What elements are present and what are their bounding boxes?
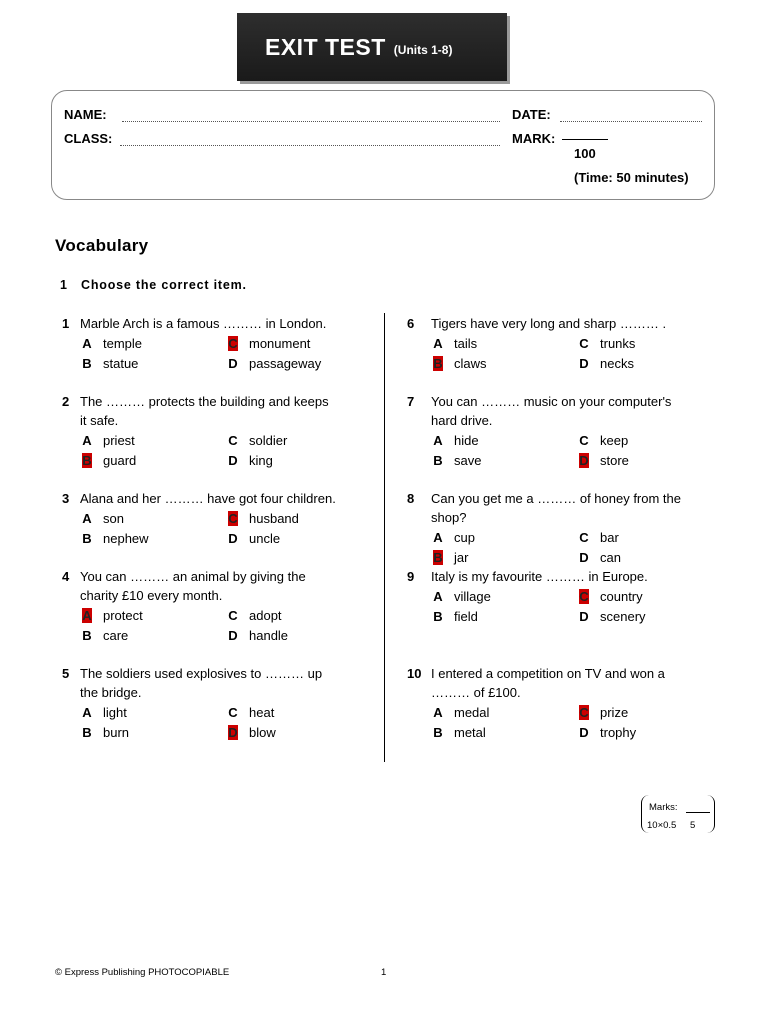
question-number: 6: [407, 316, 415, 331]
selected-option-letter: D: [579, 453, 589, 468]
question-text: Alana and her ……… have got four children.: [80, 491, 336, 506]
option-text: care: [103, 628, 129, 643]
option-text: heat: [249, 705, 275, 720]
option-letter: A: [433, 336, 443, 351]
marks-label: Marks:: [649, 802, 678, 813]
question-text: The ……… protects the building and keeps: [80, 394, 329, 409]
selected-option-letter: B: [433, 550, 443, 565]
question-text: charity £10 every month.: [80, 588, 223, 603]
question-text: the bridge.: [80, 685, 142, 700]
question-text: You can ……… music on your computer's: [431, 394, 672, 409]
option-letter: C: [228, 608, 238, 623]
option-text: scenery: [600, 609, 646, 624]
question-text: Tigers have very long and sharp ……… .: [431, 316, 667, 331]
option-text: handle: [249, 628, 289, 643]
option-text: country: [600, 589, 643, 604]
option-letter: C: [579, 530, 589, 545]
option-letter: B: [433, 453, 443, 468]
name-label: NAME:: [64, 107, 107, 122]
option-letter: D: [228, 531, 238, 546]
question-number: 7: [407, 394, 415, 409]
footer-page-number: 1: [381, 967, 387, 978]
mark-total: 100: [574, 146, 596, 161]
option-text: village: [454, 589, 491, 604]
option-letter: B: [82, 725, 92, 740]
option-text: keep: [600, 433, 629, 448]
option-letter: B: [82, 356, 92, 371]
option-text: blow: [249, 725, 276, 740]
test-title-banner: [237, 13, 507, 81]
option-letter: B: [433, 725, 443, 740]
question-number: 10: [407, 666, 422, 681]
option-letter: A: [433, 589, 443, 604]
option-letter: D: [579, 725, 589, 740]
selected-option-letter: C: [228, 511, 238, 526]
marks-total: 5: [690, 820, 696, 831]
question-number: 1: [62, 316, 70, 331]
option-letter: B: [433, 609, 443, 624]
question-number: 3: [62, 491, 70, 506]
question-text: ……… of £100.: [431, 685, 521, 700]
option-text: bar: [600, 530, 619, 545]
question-text: Italy is my favourite ……… in Europe.: [431, 569, 648, 584]
option-text: husband: [249, 511, 299, 526]
question-text: You can ……… an animal by giving the: [80, 569, 306, 584]
date-field[interactable]: [560, 121, 702, 122]
question-text: I entered a competition on TV and won a: [431, 666, 665, 681]
option-text: medal: [454, 705, 490, 720]
selected-option-letter: A: [82, 608, 92, 623]
option-letter: A: [433, 705, 443, 720]
question-text: The soldiers used explosives to ……… up: [80, 666, 323, 681]
selected-option-letter: B: [433, 356, 443, 371]
option-letter: B: [82, 531, 92, 546]
question-number: 8: [407, 491, 415, 506]
selected-option-letter: C: [228, 336, 238, 351]
option-letter: A: [433, 433, 443, 448]
option-letter: A: [82, 511, 92, 526]
selected-option-letter: C: [579, 589, 589, 604]
task-number: 1: [60, 278, 68, 292]
date-label: DATE:: [512, 107, 551, 122]
option-text: priest: [103, 433, 135, 448]
option-text: trunks: [600, 336, 636, 351]
option-text: claws: [454, 356, 487, 371]
option-text: nephew: [103, 531, 149, 546]
option-text: field: [454, 609, 478, 624]
marks-box: [641, 795, 715, 833]
option-letter: C: [228, 705, 238, 720]
question-text: shop?: [431, 510, 467, 525]
task-instruction: [60, 278, 247, 292]
option-text: store: [600, 453, 629, 468]
option-text: can: [600, 550, 621, 565]
option-text: statue: [103, 356, 139, 371]
option-text: king: [249, 453, 273, 468]
marks-score-line[interactable]: [686, 812, 710, 813]
option-letter: D: [228, 453, 238, 468]
option-text: passageway: [249, 356, 322, 371]
option-letter: D: [228, 628, 238, 643]
option-text: protect: [103, 608, 143, 623]
option-text: metal: [454, 725, 486, 740]
student-info-box: [51, 90, 715, 200]
question-number: 4: [62, 569, 70, 584]
mark-label: MARK:: [512, 131, 556, 146]
option-text: trophy: [600, 725, 637, 740]
option-text: jar: [454, 550, 469, 565]
question-text: Can you get me a ……… of honey from the: [431, 491, 682, 506]
question-text: it safe.: [80, 413, 119, 428]
option-text: monument: [249, 336, 311, 351]
option-text: guard: [103, 453, 137, 468]
option-text: soldier: [249, 433, 288, 448]
option-letter: D: [579, 356, 589, 371]
question-text: Marble Arch is a famous ……… in London.: [80, 316, 327, 331]
question-number: 2: [62, 394, 70, 409]
option-letter: A: [433, 530, 443, 545]
class-label: CLASS:: [64, 131, 113, 146]
option-text: light: [103, 705, 127, 720]
option-text: burn: [103, 725, 130, 740]
option-text: prize: [600, 705, 629, 720]
option-letter: A: [82, 433, 92, 448]
option-letter: C: [228, 433, 238, 448]
selected-option-letter: B: [82, 453, 92, 468]
option-letter: D: [579, 550, 589, 565]
question-number: 5: [62, 666, 70, 681]
time-note: (Time: 50 minutes): [574, 170, 689, 185]
marks-formula: 10×0.5: [647, 820, 677, 831]
task-text: Choose the correct item.: [81, 278, 247, 292]
option-letter: B: [82, 628, 92, 643]
option-letter: D: [228, 356, 238, 371]
option-text: temple: [103, 336, 143, 351]
question-text: hard drive.: [431, 413, 493, 428]
option-letter: C: [579, 336, 589, 351]
option-text: necks: [600, 356, 634, 371]
option-text: son: [103, 511, 124, 526]
option-text: adopt: [249, 608, 282, 623]
question-number: 9: [407, 569, 415, 584]
name-field[interactable]: [122, 121, 500, 122]
section-title: Vocabulary: [55, 236, 149, 255]
option-letter: A: [82, 705, 92, 720]
selected-option-letter: C: [579, 705, 589, 720]
option-text: uncle: [249, 531, 281, 546]
option-letter: C: [579, 433, 589, 448]
mark-field[interactable]: [562, 139, 608, 140]
column-divider: [384, 313, 385, 762]
option-letter: D: [579, 609, 589, 624]
option-text: save: [454, 453, 482, 468]
test-title: EXIT TEST: [265, 33, 386, 60]
footer-copyright: © Express Publishing PHOTOCOPIABLE: [55, 967, 230, 978]
option-text: cup: [454, 530, 475, 545]
option-text: hide: [454, 433, 479, 448]
option-text: tails: [454, 336, 478, 351]
selected-option-letter: D: [228, 725, 238, 740]
option-letter: A: [82, 336, 92, 351]
test-units: (Units 1-8): [393, 43, 453, 57]
class-field[interactable]: [120, 145, 500, 146]
